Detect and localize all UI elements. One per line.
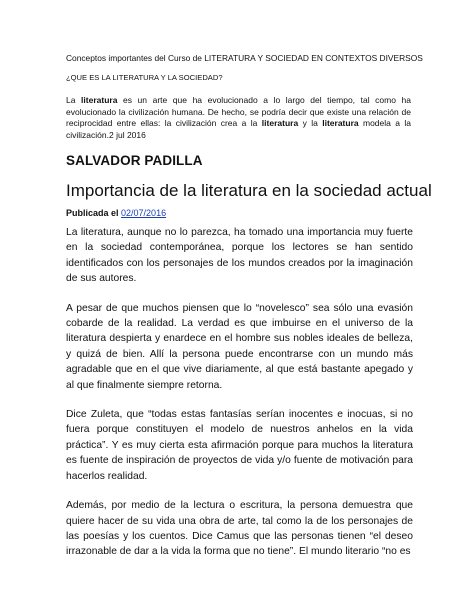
body-paragraph-4: Además, por medio de la lectura o escritura, la persona demuestra que quiere hacer de su vida una obra de arte, tal como la de los personajes de las poesías y los cuentos. Dice Camus que las personas tienen “el deseo irrazonable de dar a la vida la forma que no tiene”. El mundo literario “no es	[66, 500, 413, 558]
publication-line	[66, 208, 166, 219]
published-date-link[interactable]: 02/07/2016	[121, 208, 167, 218]
article-title: Importancia de la literatura en la sociedad actual	[66, 181, 432, 200]
course-heading: Conceptos importantes del Curso de LITERATURA Y SOCIEDAD EN CONTEXTOS DIVERSOS	[66, 53, 423, 63]
body-paragraph-2: A pesar de que muchos piensen que lo “novelesco” sea sólo una evasión cobarde de la realidad. La verdad es que imbuirse en el universo de la literatura despierta y enardece en el hombre sus nobles ideales de belleza, y quizá de bien. Allí la persona puede encontrarse con un mundo más agradable que en el que vive diariamente, al que está bastante apegado y al que finalmente siempre retorna.	[66, 302, 413, 391]
bold-term: literatura	[261, 118, 299, 129]
bold-term: literatura	[81, 95, 118, 105]
published-label: Publicada el	[66, 208, 122, 218]
intro-paragraph: La literatura es un arte que ha evolucionado a lo largo del tiempo, tal como ha evolucionado la civilización humana. De hecho, se podría decir que existe una relación de reciprocidad entre ellas: la civilización crea a la literatura y la literatura modela a la civilización.2 jul 2016	[66, 95, 412, 140]
body-paragraph-3: Dice Zuleta, que “todas estas fantasías serían inocentes e inocuas, si no fuera porque constituyen el modelo de nuestros anhelos en la vida práctica”. Y es muy cierta esta afirmación porque para muchos la literatura es fuente de inspiración de proyectos de vida y/o fuente de motivación para hacerlos realidad.	[66, 409, 413, 482]
author-name: SALVADOR PADILLA	[66, 153, 203, 168]
bold-term: literatura	[322, 118, 359, 129]
question-heading: ¿QUE ES LA LITERATURA Y LA SOCIEDAD?	[66, 73, 223, 82]
body-paragraph-1: La literatura, aunque no lo parezca, ha tomado una importancia muy fuerte en la sociedad contemporánea, porque los lectores se han sentido identificados con los personajes de los mundos creados por la imaginación de sus autores.	[66, 227, 413, 285]
article-body	[66, 225, 413, 574]
